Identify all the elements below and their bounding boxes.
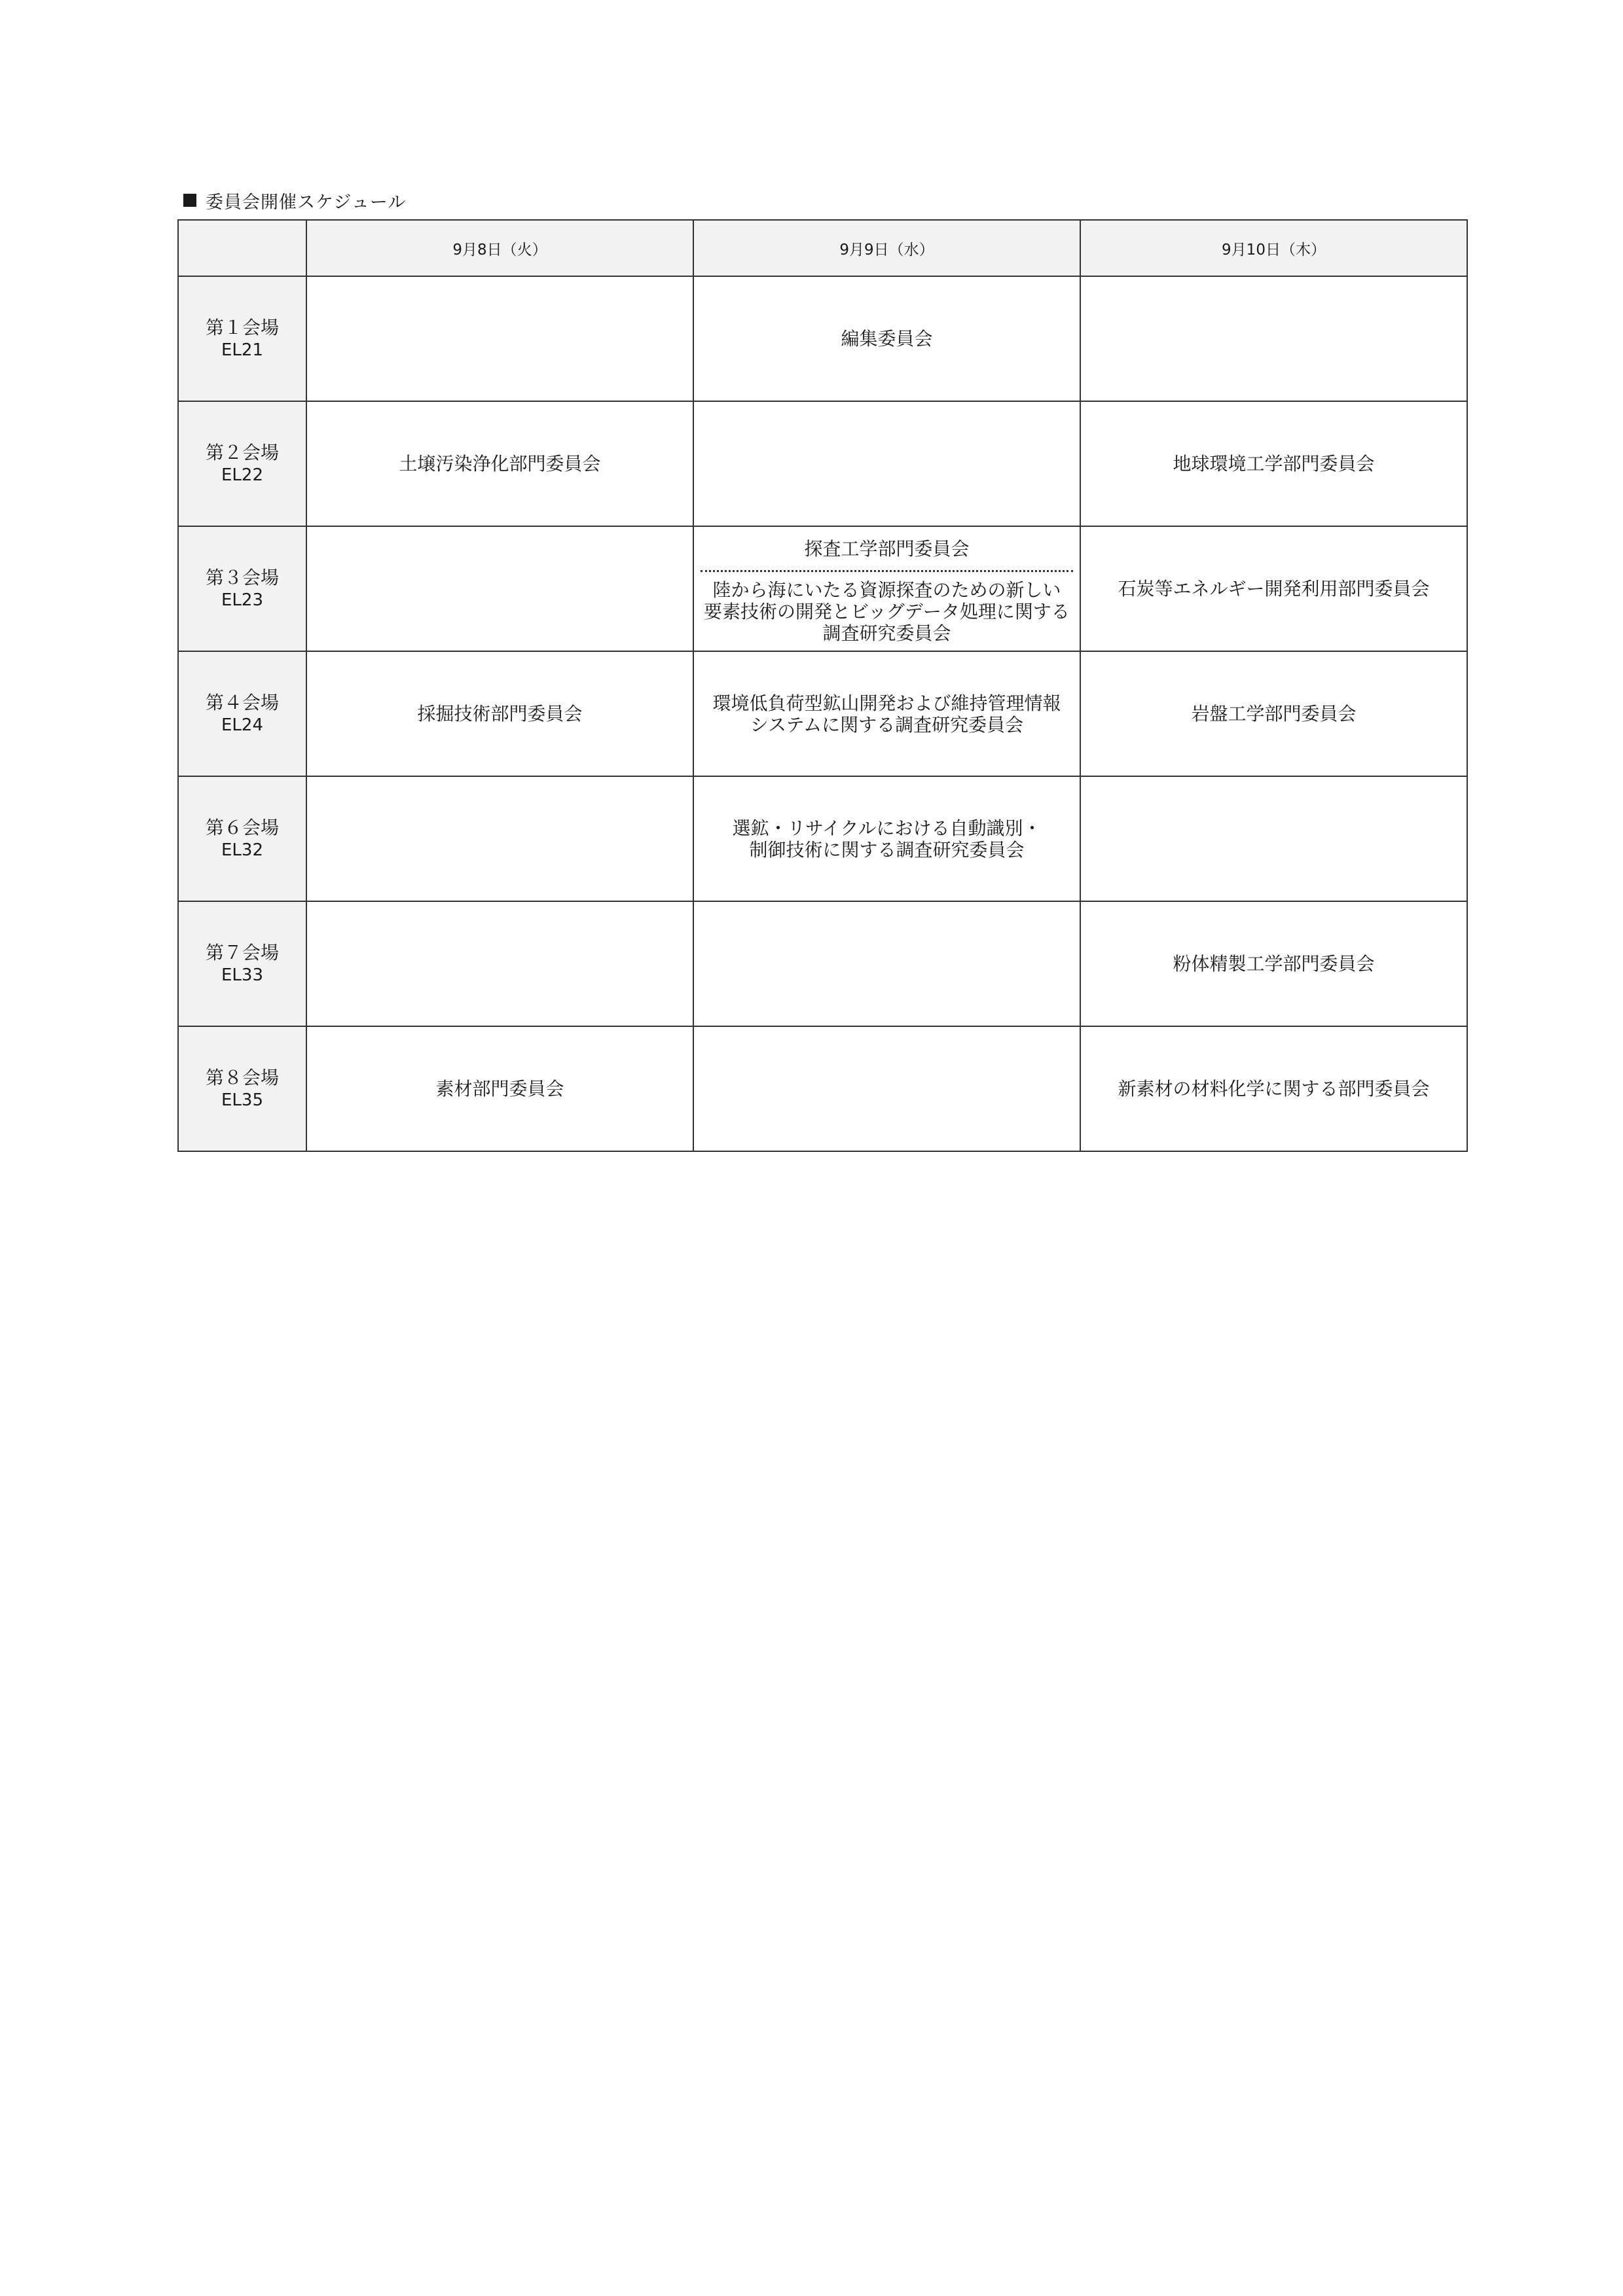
table-row: [178, 276, 1467, 401]
schedule-cell: [693, 1026, 1080, 1151]
venue-name: 第２会場: [205, 441, 279, 463]
table-row: [178, 901, 1467, 1026]
corner-cell: [178, 220, 306, 276]
venue-room: EL22: [221, 465, 263, 485]
venue-name: 第４会場: [205, 691, 279, 713]
schedule-cell: [1080, 276, 1467, 401]
schedule-cell-line: 環境低負荷型鉱山開発および維持管理情報: [712, 692, 1061, 714]
venue-room: EL24: [221, 715, 263, 735]
schedule-cell-line: 要素技術の開発とビッグデータ処理に関する: [704, 600, 1070, 622]
venue-cell: [178, 776, 306, 901]
venue-cell: [178, 526, 306, 651]
schedule-cell: [306, 901, 693, 1026]
venue-cell: [178, 276, 306, 401]
venue-room: EL33: [221, 965, 263, 985]
schedule-cell: [1080, 776, 1467, 901]
table-row: [178, 401, 1467, 526]
venue-cell: [178, 401, 306, 526]
schedule-cell: 編集委員会: [693, 276, 1080, 401]
schedule-cell: 採掘技術部門委員会: [306, 651, 693, 776]
schedule-cell: 地球環境工学部門委員会: [1080, 401, 1467, 526]
schedule-cell-top: 探査工学部門委員会: [701, 527, 1073, 572]
venue-room: EL21: [221, 340, 263, 360]
venue-name: 第７会場: [205, 941, 279, 963]
venue-cell: [178, 1026, 306, 1151]
schedule-cell-line: 調査研究委員会: [822, 622, 951, 644]
black-square-icon: [183, 194, 196, 207]
schedule-cell: 素材部門委員会: [306, 1026, 693, 1151]
table-row: [178, 526, 1467, 651]
schedule-cell: [693, 901, 1080, 1026]
venue-name: 第８会場: [205, 1066, 279, 1088]
table-row: [178, 651, 1467, 776]
venue-name: 第１会場: [205, 316, 279, 338]
day-header: 9月8日（火）: [306, 220, 693, 276]
schedule-cell: 岩盤工学部門委員会: [1080, 651, 1467, 776]
venue-room: EL35: [221, 1090, 263, 1110]
venue-cell: [178, 651, 306, 776]
schedule-cell: [693, 651, 1080, 776]
schedule-cell: 新素材の材料化学に関する部門委員会: [1080, 1026, 1467, 1151]
table-row: [178, 776, 1467, 901]
day-header: 9月9日（水）: [693, 220, 1080, 276]
schedule-cell: [306, 526, 693, 651]
schedule-cell: [306, 776, 693, 901]
schedule-cell-line: 選鉱・リサイクルにおける自動識別・: [732, 817, 1042, 839]
schedule-table: [177, 219, 1468, 1152]
schedule-cell: 土壌汚染浄化部門委員会: [306, 401, 693, 526]
schedule-cell-split: [693, 526, 1080, 651]
venue-name: 第６会場: [205, 816, 279, 838]
schedule-cell-bottom: [697, 572, 1077, 651]
document-title: [183, 187, 406, 213]
schedule-cell-line: 制御技術に関する調査研究委員会: [749, 838, 1025, 861]
schedule-cell: [693, 776, 1080, 901]
schedule-cell: 石炭等エネルギー開発利用部門委員会: [1080, 526, 1467, 651]
table-row: [178, 1026, 1467, 1151]
table-header-row: [178, 220, 1467, 276]
document-title-text: 委員会開催スケジュール: [206, 192, 407, 213]
schedule-cell-line: システムに関する調査研究委員会: [750, 713, 1024, 736]
venue-room: EL32: [221, 840, 263, 860]
schedule-cell: [306, 276, 693, 401]
day-header: 9月10日（木）: [1080, 220, 1467, 276]
venue-room: EL23: [221, 590, 263, 610]
schedule-cell-line: 陸から海にいたる資源探査のための新しい: [712, 579, 1061, 601]
schedule-cell: 粉体精製工学部門委員会: [1080, 901, 1467, 1026]
venue-cell: [178, 901, 306, 1026]
venue-name: 第３会場: [205, 566, 279, 588]
schedule-cell: [693, 401, 1080, 526]
